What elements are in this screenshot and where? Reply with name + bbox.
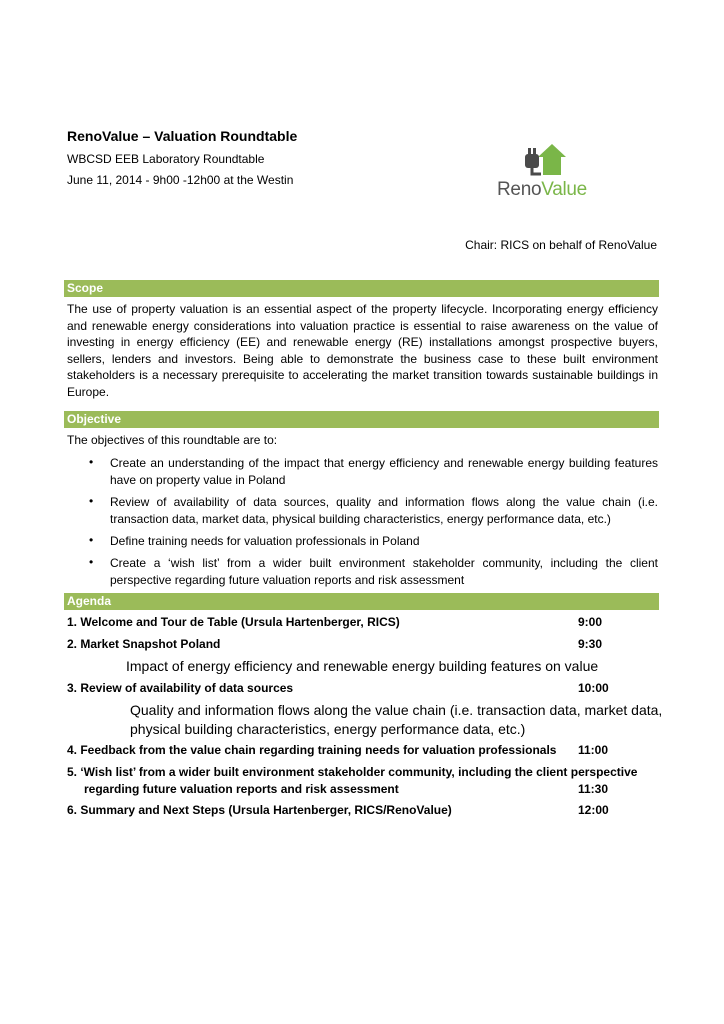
bullet-icon: • [89, 455, 94, 469]
objective-heading: Objective [64, 411, 659, 428]
agenda-time-1: 9:00 [578, 615, 603, 629]
agenda-note-2: Impact of energy efficiency and renewable energy building features on value [126, 658, 599, 674]
chair-line: Chair: RICS on behalf of RenoValue [465, 238, 657, 252]
renovalue-logo [497, 141, 597, 205]
objective-bullet-3: Define training needs for valuation professionals in Poland [110, 534, 420, 548]
scope-body: The use of property valuation is an essential aspect of the property lifecycle. Incorporating energy efficiency and renewable energy considerations into valuation practice is essential to raise awareness on the value of investing in energy efficiency (EE) and renewable energy (RE) installations amongst prospective buyers, sellers, lenders and investors. Being able to demonstrate the business case to these built environment stakeholders is a necessary prerequisite to accelerating the market transition towards sustainable buildings in Europe. [67, 302, 658, 399]
scope-heading: Scope [64, 280, 659, 297]
logo-wordmark [497, 179, 587, 201]
agenda-time-5: 11:30 [578, 782, 609, 796]
agenda-time-4: 11:00 [578, 743, 609, 757]
agenda-heading: Agenda [64, 593, 659, 610]
agenda-item-1: 1. Welcome and Tour de Table (Ursula Hartenberger, RICS) [67, 615, 400, 629]
agenda-time-6: 12:00 [578, 803, 609, 817]
agenda-item-5-line1: 5. ‘Wish list’ from a wider built environment stakeholder community, including the client perspective [67, 765, 638, 779]
agenda-item-5-line2: regarding future valuation reports and risk assessment [84, 782, 399, 796]
agenda-item-3: 3. Review of availability of data sources [67, 681, 294, 695]
bullet-icon: • [89, 533, 94, 547]
agenda-item-2: 2. Market Snapshot Poland [67, 637, 221, 651]
house-plug-icon [497, 141, 597, 181]
agenda-item-6: 6. Summary and Next Steps (Ursula Hartenberger, RICS/RenoValue) [67, 803, 452, 817]
agenda-item-4: 4. Feedback from the value chain regarding training needs for valuation professionals [67, 743, 557, 757]
agenda-time-2: 9:30 [578, 637, 603, 651]
event-subtitle: WBCSD EEB Laboratory Roundtable [67, 152, 265, 166]
objective-intro: The objectives of this roundtable are to: [67, 433, 278, 447]
agenda-note-3-line1: Quality and information flows along the value chain (i.e. transaction data, market data, [130, 702, 663, 718]
agenda-note-3-line2: physical building characteristics, energy performance data, etc.) [130, 721, 526, 737]
bullet-icon: • [89, 494, 94, 508]
logo-text-value: Value [541, 179, 587, 200]
agenda-time-3: 10:00 [578, 681, 609, 695]
bullet-icon: • [89, 555, 94, 569]
objective-bullet-1: Create an understanding of the impact that energy efficiency and renewable energy building features have on property value in Poland [110, 456, 658, 487]
logo-text-reno: Reno [497, 179, 542, 200]
objective-bullet-2: Review of availability of data sources, quality and information flows along the value chain (i.e. transaction data, market data, physical building characteristics, energy performance data, etc.) [110, 495, 658, 526]
objective-bullet-4: Create a ‘wish list’ from a wider built environment stakeholder community, including the client perspective regarding future valuation reports and risk assessment [110, 556, 658, 587]
page-title: RenoValue – Valuation Roundtable [67, 128, 298, 144]
event-date: June 11, 2014 - 9h00 -12h00 at the Westin [67, 173, 294, 187]
